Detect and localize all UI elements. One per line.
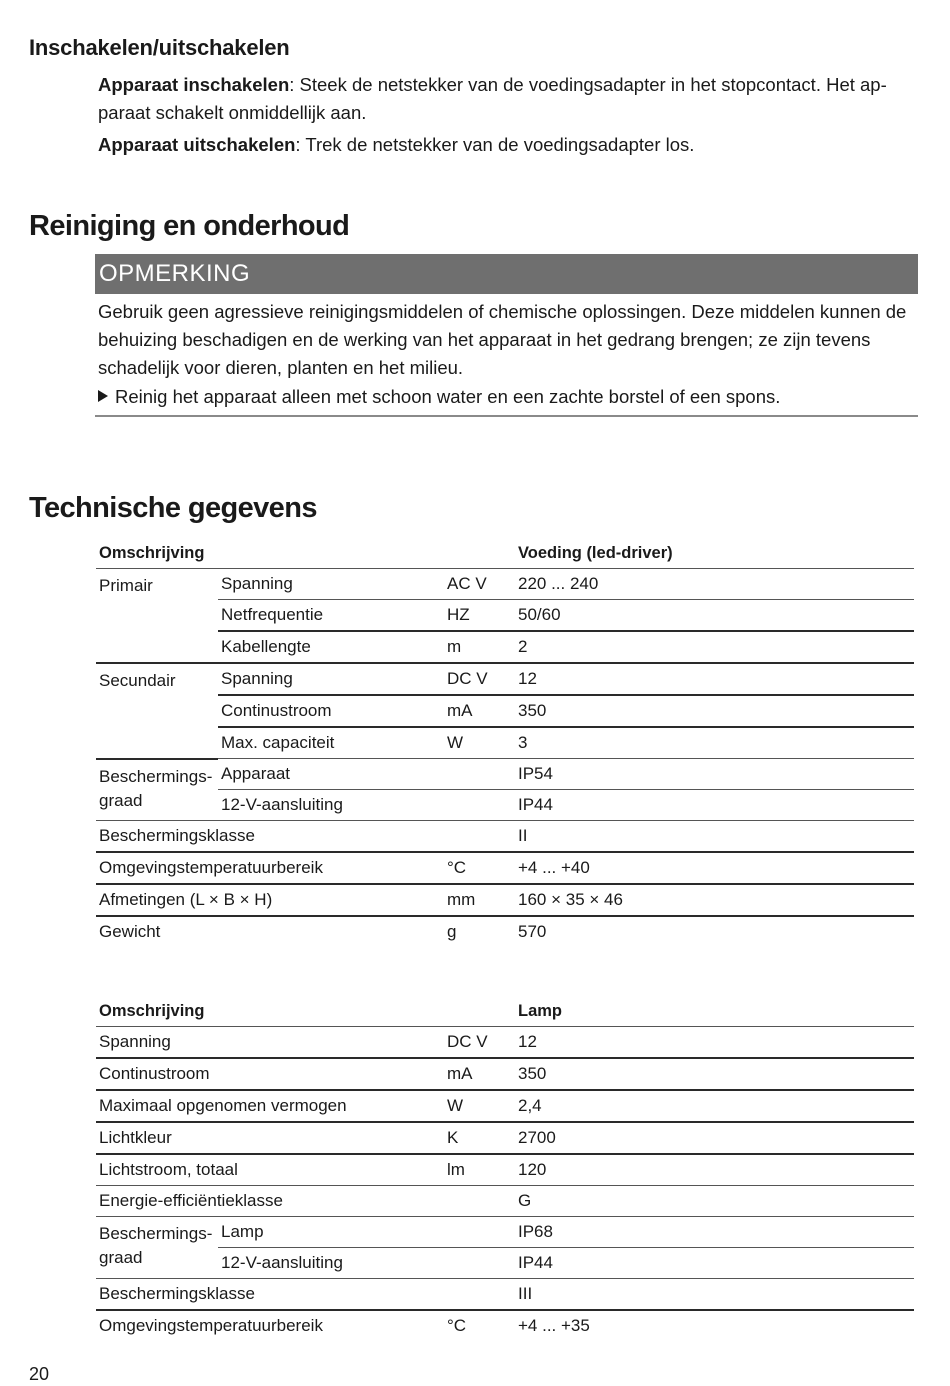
table-header-description: Omschrijving	[96, 538, 515, 569]
spec-table-driver	[96, 538, 914, 947]
unit-cell: mA	[444, 1058, 515, 1090]
table-header-driver: Voeding (led-driver)	[515, 538, 914, 569]
section-title-cleaning: Reiniging en onderhoud	[29, 210, 350, 242]
param-label: Continustroom	[96, 1058, 444, 1090]
switch-off-text: : Trek de netstekker van de voedingsadapter los.	[295, 134, 695, 155]
note-action-text: Reinig het apparaat alleen met schoon water en een zachte borstel of een spons.	[115, 386, 781, 407]
unit-cell: °C	[444, 852, 515, 884]
switch-on-label: Apparaat inschakelen	[98, 74, 290, 95]
note-body	[98, 298, 918, 411]
switch-on-text: : Steek de netstekker van de voedingsadapter in het stopcontact. Het ap-	[289, 74, 887, 95]
section-title-tech: Technische gegevens	[29, 492, 317, 524]
param-label: Max. capaciteit	[218, 727, 444, 759]
value-cell: 12	[515, 1027, 914, 1059]
param-label: Lichtkleur	[96, 1122, 444, 1154]
param-label: Spanning	[218, 663, 444, 695]
value-cell: IP44	[515, 790, 914, 821]
value-cell: 120	[515, 1154, 914, 1186]
group-label: Beschermings- graad	[96, 759, 218, 821]
note-line: Gebruik geen agressieve reinigingsmiddelen of chemische oplossingen. Deze middelen kunnen de	[98, 301, 907, 322]
value-cell: 2,4	[515, 1090, 914, 1122]
param-label: 12-V-aansluiting	[218, 1248, 444, 1279]
value-cell: G	[515, 1186, 914, 1217]
param-label: Beschermingsklasse	[96, 1279, 444, 1311]
value-cell: 570	[518, 922, 547, 941]
unit-cell	[444, 821, 515, 853]
unit-cell: °C	[447, 1316, 467, 1335]
value-cell: 220 ... 240	[515, 569, 914, 600]
value-cell: 3	[515, 727, 914, 759]
value-cell: II	[515, 821, 914, 853]
unit-cell: K	[444, 1122, 515, 1154]
unit-cell: AC V	[444, 569, 515, 600]
note-line: behuizing beschadigen en de werking van het apparaat in het gedrang brengen; ze zijn tevens	[98, 329, 871, 350]
param-label: Omgevingstemperatuurbereik	[96, 852, 444, 884]
value-cell: 12	[515, 663, 914, 695]
value-cell: 50/60	[515, 600, 914, 632]
unit-cell: mA	[444, 695, 515, 727]
note-header: OPMERKING	[95, 254, 918, 294]
section-title-switch: Inschakelen/uitschakelen	[29, 35, 290, 60]
param-label: Afmetingen (L × B × H)	[96, 884, 444, 916]
value-cell: IP54	[515, 759, 914, 790]
value-cell: IP68	[515, 1217, 914, 1248]
note-divider	[95, 415, 918, 417]
unit-cell: W	[444, 727, 515, 759]
switch-off-paragraph	[98, 131, 918, 159]
group-label: Beschermings- graad	[96, 1217, 218, 1279]
unit-cell: m	[444, 631, 515, 663]
unit-cell: HZ	[444, 600, 515, 632]
param-label: 12-V-aansluiting	[218, 790, 444, 821]
param-label: Maximaal opgenomen vermogen	[96, 1090, 444, 1122]
switch-on-paragraph	[98, 71, 918, 127]
group-label: Primair	[96, 569, 218, 664]
param-label: Gewicht	[99, 922, 161, 941]
unit-cell: mm	[444, 884, 515, 916]
unit-cell	[444, 790, 515, 821]
unit-cell: g	[447, 922, 457, 941]
value-cell: III	[515, 1279, 914, 1311]
page-number: 20	[29, 1364, 50, 1384]
param-label: Spanning	[96, 1027, 444, 1059]
param-label: Continustroom	[218, 695, 444, 727]
table-header-description: Omschrijving	[96, 996, 515, 1027]
unit-cell	[444, 1186, 515, 1217]
action-triangle-icon	[98, 390, 108, 402]
param-label: Lamp	[218, 1217, 444, 1248]
value-cell: IP44	[515, 1248, 914, 1279]
note-line: schadelijk voor dieren, planten en het milieu.	[98, 357, 464, 378]
spec-table-lamp	[96, 996, 914, 1341]
param-label: Spanning	[218, 569, 444, 600]
param-label: Kabellengte	[218, 631, 444, 663]
param-label: Beschermingsklasse	[96, 821, 444, 853]
unit-cell: lm	[444, 1154, 515, 1186]
note-action	[98, 383, 918, 411]
unit-cell	[444, 1279, 515, 1311]
value-cell: 350	[515, 1058, 914, 1090]
param-label: Apparaat	[218, 759, 444, 790]
unit-cell	[444, 1217, 515, 1248]
unit-cell: DC V	[444, 663, 515, 695]
param-label: Netfrequentie	[218, 600, 444, 632]
param-label: Omgevingstemperatuurbereik	[99, 1316, 323, 1335]
value-cell: 2700	[515, 1122, 914, 1154]
group-label: Secundair	[96, 663, 218, 759]
value-cell: +4 ... +40	[515, 852, 914, 884]
value-cell: 160 × 35 × 46	[515, 884, 914, 916]
param-label: Lichtstroom, totaal	[96, 1154, 444, 1186]
value-cell: 350	[515, 695, 914, 727]
value-cell: 2	[515, 631, 914, 663]
param-label: Energie-efficiëntieklasse	[96, 1186, 444, 1217]
unit-cell	[444, 1248, 515, 1279]
table-header-lamp: Lamp	[515, 996, 914, 1027]
unit-cell: DC V	[444, 1027, 515, 1059]
value-cell: +4 ... +35	[518, 1316, 590, 1335]
unit-cell	[444, 759, 515, 790]
switch-on-text-2: paraat schakelt onmiddellijk aan.	[98, 102, 367, 123]
unit-cell: W	[444, 1090, 515, 1122]
switch-off-label: Apparaat uitschakelen	[98, 134, 296, 155]
